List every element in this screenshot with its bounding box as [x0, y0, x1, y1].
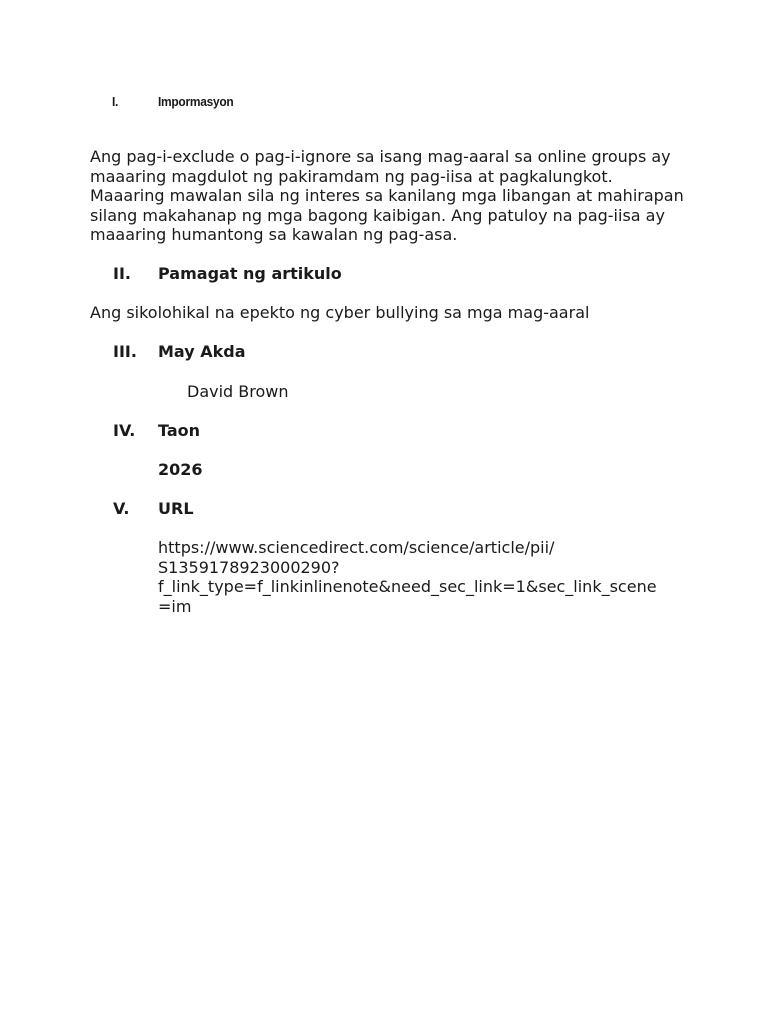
- section-numeral-5: V.: [113, 499, 130, 518]
- section-numeral-2: II.: [113, 264, 131, 283]
- section-title-url: URL: [158, 499, 194, 518]
- section-title-may-akda: May Akda: [158, 342, 246, 361]
- author-name: David Brown: [187, 382, 289, 401]
- impormasyon-paragraph: Ang pag-i-exclude o pag-i-ignore sa isang mag-aaral sa online groups ay maaaring magdulot ng pakiramdam ng pag-iisa at pagkalungkot. Maaaring mawalan sila ng interes sa kanilang mga libangan at mahirapan silang makahanap ng mga bagong kaibigan. Ang patuloy na pag-iisa ay maaaring humantong sa kawalan ng pag-asa.: [90, 147, 684, 244]
- section-title-taon: Taon: [158, 421, 201, 440]
- section-numeral-4: IV.: [113, 421, 136, 440]
- url-text: https://www.sciencedirect.com/science/article/pii/ S1359178923000290? f_link_type=f_linkinlinenote&need_sec_link=1&sec_link_scene =im: [158, 538, 657, 616]
- section-title-pamagat: Pamagat ng artikulo: [158, 264, 342, 283]
- article-title-text: Ang sikolohikal na epekto ng cyber bullying sa mga mag-aaral: [90, 303, 590, 322]
- section-title-impormasyon: Impormasyon: [158, 94, 234, 109]
- section-numeral-3: III.: [113, 342, 137, 361]
- section-numeral-1: I.: [112, 94, 119, 109]
- year-value: 2026: [158, 460, 203, 479]
